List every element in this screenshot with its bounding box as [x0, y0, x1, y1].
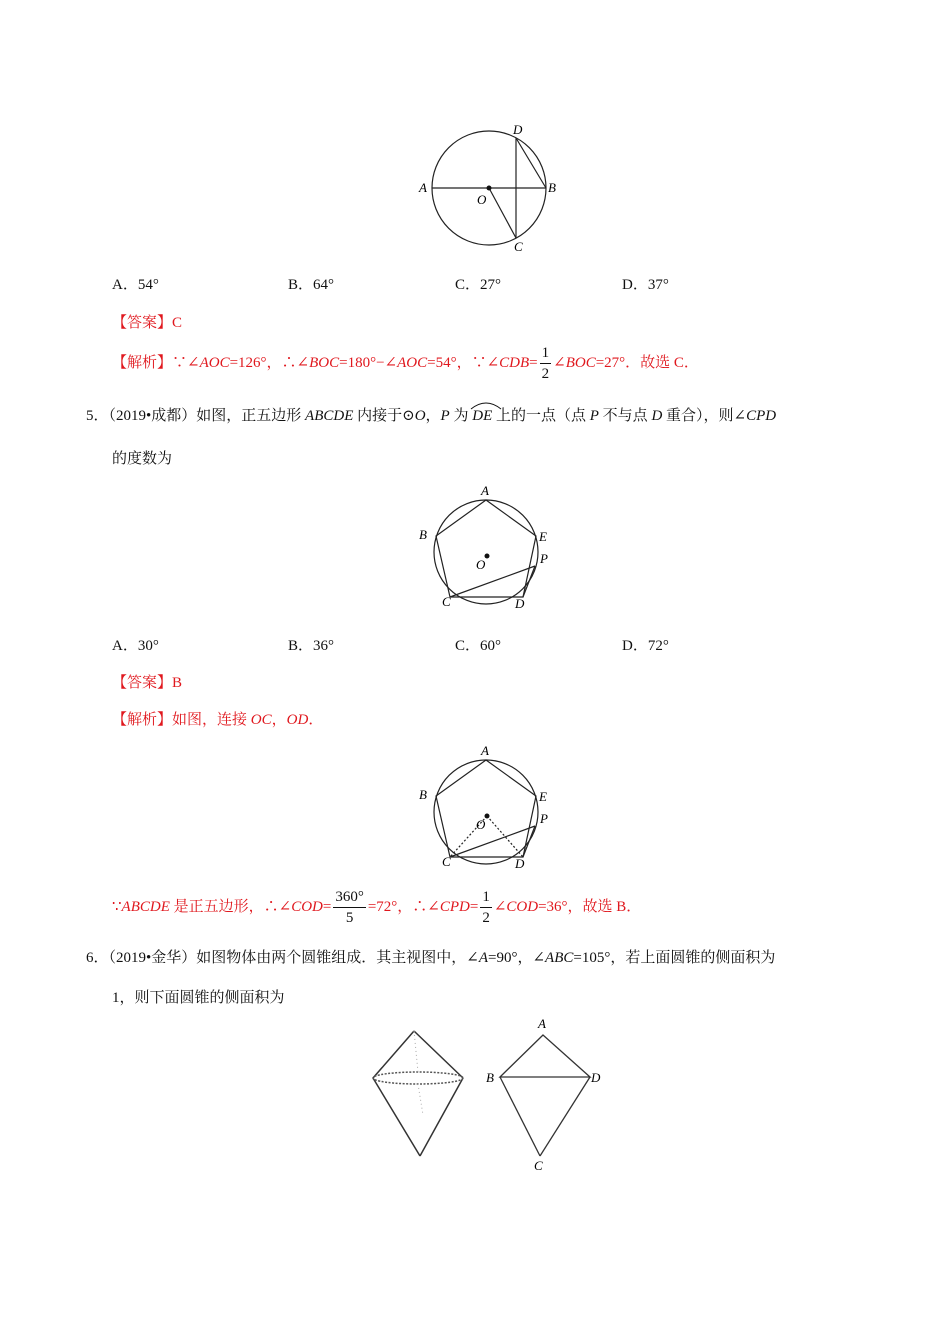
q4-analysis-line	[112, 343, 699, 384]
segment-oc	[489, 188, 516, 238]
q4-option-b: B．64°	[288, 277, 335, 293]
question-text: 内接于⊙	[357, 408, 415, 424]
label-b: B	[419, 527, 427, 542]
analysis-text: =36°，故选 B．	[538, 898, 642, 915]
q5-option-a: A．30°	[112, 638, 159, 654]
fraction-360-over-5	[333, 887, 366, 928]
fraction-half	[540, 343, 552, 384]
question-text: P	[440, 408, 450, 424]
question-text: =90°，∠	[488, 950, 546, 966]
label-b: B	[548, 180, 556, 195]
q5-option-b: B．36°	[288, 638, 335, 654]
analysis-text: CPD	[439, 898, 470, 915]
question-text: （2019•金华）如图物体由两个圆锥组成．其主视图中，∠	[108, 950, 479, 966]
analysis-text: =180°−∠	[339, 354, 398, 371]
analysis-text: =	[469, 898, 479, 915]
answer-tag: 【答案】	[112, 315, 173, 331]
analysis-text: BOC	[309, 354, 340, 371]
pentagon-diagram-q5	[415, 482, 565, 612]
label-d: D	[515, 856, 525, 871]
circle-diagram-q4	[415, 120, 565, 255]
label-b: B	[486, 1070, 494, 1085]
fraction-half	[480, 887, 492, 928]
analysis-text: OD	[286, 712, 309, 728]
label-c: C	[442, 594, 451, 609]
q5-question-line2: 的度数为	[112, 451, 173, 467]
q6-question-line1	[86, 946, 775, 967]
question-number: 5．	[86, 408, 109, 424]
question-text: D	[651, 408, 663, 424]
label-o: O	[476, 557, 486, 572]
center-dot	[487, 186, 492, 191]
label-d: D	[513, 122, 523, 137]
label-c: C	[534, 1158, 543, 1173]
question-text: ABCDE	[305, 408, 354, 424]
analysis-text: BOC	[565, 354, 596, 371]
question-text: A	[478, 950, 489, 966]
analysis-text: =126°，∴∠	[229, 354, 310, 371]
question-text: O	[414, 408, 426, 424]
label-e: E	[539, 529, 547, 544]
analysis-text: =	[322, 898, 332, 915]
answer-value: B	[172, 675, 183, 691]
analysis-text: 如图，连接	[172, 712, 248, 728]
q4-answer-line	[112, 311, 182, 332]
label-o: O	[476, 817, 486, 832]
analysis-text: =	[529, 354, 538, 371]
segment-db	[516, 138, 546, 188]
label-a: A	[481, 743, 489, 758]
fraction-denominator: 2	[482, 910, 490, 926]
answer-value: C	[172, 315, 183, 331]
question-text: 上的一点（点	[495, 408, 586, 424]
question-text: 重合），则∠	[666, 408, 747, 424]
question-text: ABC	[545, 950, 574, 966]
label-c: C	[514, 239, 523, 254]
fraction-denominator: 5	[345, 910, 354, 926]
analysis-text: ，	[271, 712, 287, 728]
question-text: 不与点	[602, 408, 648, 424]
q5-option-d: D．72°	[622, 638, 669, 654]
analysis-text: =27°．故选 C．	[595, 354, 699, 371]
analysis-text: OC	[250, 712, 272, 728]
analysis-text: AOC	[397, 354, 428, 371]
question-text: ，	[425, 408, 441, 424]
double-cone-sketch	[368, 1025, 468, 1160]
pentagon-solution-diagram-q5	[415, 742, 565, 872]
question-number: 6．	[86, 950, 109, 966]
analysis-text: ∵	[112, 898, 122, 915]
label-e: E	[539, 789, 547, 804]
label-c: C	[442, 854, 451, 869]
label-o: O	[477, 192, 487, 207]
q4-option-a: A．54°	[112, 277, 159, 293]
answer-tag: 【答案】	[112, 675, 173, 691]
arc-label-text: DE	[472, 408, 493, 424]
arc-de	[472, 408, 492, 425]
q6-question-line2: 1，则下面圆锥的侧面积为	[112, 990, 285, 1006]
q5-analysis-line2	[112, 887, 641, 928]
analysis-text: =72°，∴∠	[367, 898, 440, 915]
label-b: B	[419, 787, 427, 802]
question-text: CPD	[746, 408, 777, 424]
q4-option-d: D．37°	[622, 277, 669, 293]
question-text: P	[589, 408, 599, 424]
q5-analysis-line	[112, 708, 323, 729]
q5-question-line1	[86, 404, 776, 425]
question-text: =105°，若上面圆锥的侧面积为	[573, 950, 776, 966]
label-a: A	[538, 1016, 546, 1031]
analysis-text: 是正五边形，∴∠	[173, 898, 292, 915]
analysis-text: =54°，∵∠	[427, 354, 500, 371]
label-p: P	[540, 811, 548, 826]
analysis-text: ∠	[553, 354, 566, 371]
fraction-denominator: 2	[541, 366, 550, 382]
analysis-text: COD	[506, 898, 539, 915]
analysis-text: CDB	[499, 354, 530, 371]
label-d: D	[515, 596, 525, 611]
analysis-text: COD	[291, 898, 323, 915]
q4-option-c: C．27°	[455, 277, 502, 293]
q5-option-c: C．60°	[455, 638, 502, 654]
analysis-text: ∠	[493, 898, 507, 915]
label-p: P	[540, 551, 548, 566]
analysis-text: ABCDE	[121, 898, 170, 915]
fraction-numerator: 1	[540, 343, 552, 364]
front-view-diagram	[484, 1015, 614, 1175]
analysis-text: ．	[308, 712, 324, 728]
q5-answer-line	[112, 671, 182, 692]
question-text: 为	[453, 408, 469, 424]
label-a: A	[419, 180, 427, 195]
analysis-text: AOC	[199, 354, 230, 371]
analysis-tag: 【解析】	[112, 354, 173, 371]
fraction-numerator: 1	[480, 887, 492, 908]
analysis-text: ∵∠	[172, 354, 200, 371]
question-text: （2019•成都）如图，正五边形	[108, 408, 302, 424]
label-d: D	[591, 1070, 601, 1085]
fraction-numerator: 360°	[333, 887, 366, 908]
label-a: A	[481, 483, 489, 498]
analysis-tag: 【解析】	[112, 712, 173, 728]
